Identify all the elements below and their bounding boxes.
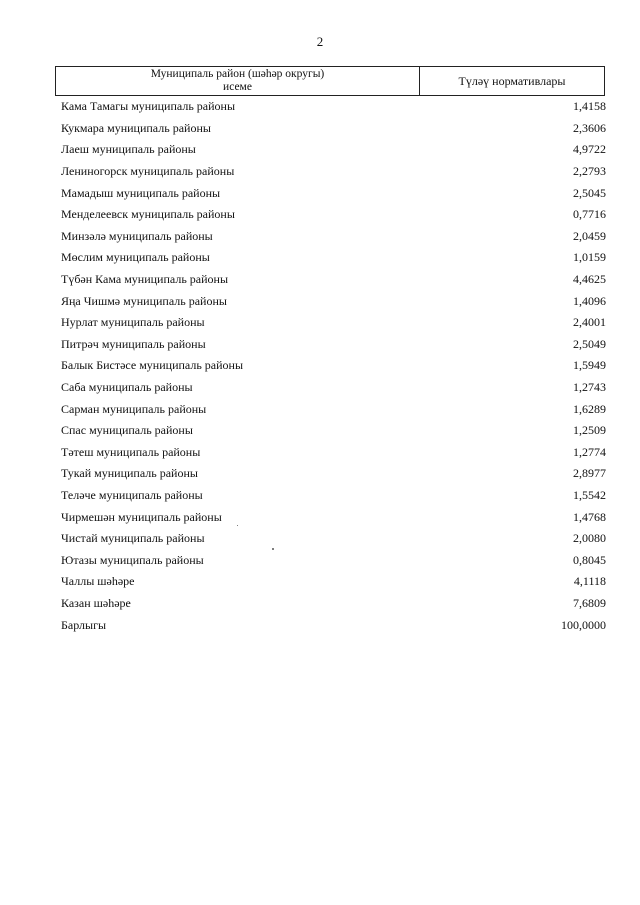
table-row <box>61 247 606 269</box>
norm-value: 1,5542 <box>573 487 606 502</box>
table-row <box>61 420 606 442</box>
district-name: Минзәлә муниципаль районы <box>61 228 213 243</box>
table-row <box>61 334 606 356</box>
norm-value: 1,2743 <box>573 380 606 395</box>
table-row <box>61 485 606 507</box>
table-row <box>61 118 606 140</box>
table-row <box>61 571 606 593</box>
norm-value: 1,0159 <box>573 250 606 265</box>
district-name: Барлыгы <box>61 617 107 632</box>
norm-value: 1,6289 <box>573 401 606 416</box>
table-row <box>61 549 606 571</box>
table-row <box>61 528 606 550</box>
norm-value: 1,4768 <box>573 509 606 524</box>
norm-value: 0,8045 <box>573 552 606 567</box>
district-name: Теләче муниципаль районы <box>61 487 203 502</box>
table-row <box>61 614 606 636</box>
norm-value: 4,4625 <box>573 272 606 287</box>
table-row <box>61 312 606 334</box>
header-norms-column <box>420 67 604 95</box>
district-name: Сарман муниципаль районы <box>61 401 207 416</box>
district-name: Чаллы шәһәре <box>61 574 135 589</box>
district-name: Менделеевск муниципаль районы <box>61 207 235 222</box>
norm-value: 2,2793 <box>573 164 606 179</box>
district-name: Мамадыш муниципаль районы <box>61 185 221 200</box>
table-header <box>55 66 605 96</box>
norm-value: 1,4096 <box>573 293 606 308</box>
header-district-label-line2: исеме <box>223 81 252 93</box>
district-name: Кукмара муниципаль районы <box>61 120 211 135</box>
table-row <box>61 161 606 183</box>
district-name: Ютазы муниципаль районы <box>61 552 204 567</box>
norm-value: 0,7716 <box>573 207 606 222</box>
table-row <box>61 355 606 377</box>
norm-value: 100,0000 <box>561 617 606 632</box>
district-name: Нурлат муниципаль районы <box>61 315 205 330</box>
norm-value: 2,5045 <box>573 185 606 200</box>
district-name: Тәтеш муниципаль районы <box>61 444 201 459</box>
scan-speck <box>272 548 274 550</box>
header-norms-label: Түләү нормативлары <box>458 73 566 88</box>
norm-value: 4,1118 <box>573 574 606 589</box>
district-name: Яңа Чишмә муниципаль районы <box>61 293 227 308</box>
norm-value: 2,8977 <box>573 466 606 481</box>
table-row <box>61 139 606 161</box>
table-row <box>61 463 606 485</box>
norm-value: 1,2509 <box>573 423 606 438</box>
header-district-label-line1: Муниципаль район (шәһәр округы) <box>150 68 325 80</box>
page-number: 2 <box>316 34 324 49</box>
district-name: Чирмешән муниципаль районы <box>61 509 222 524</box>
district-name: Лаеш муниципаль районы <box>61 142 196 157</box>
district-name: Чистай муниципаль районы <box>61 531 205 546</box>
table-row <box>61 182 606 204</box>
district-name: Түбән Кама муниципаль районы <box>61 272 229 287</box>
district-name: Балык Бистәсе муниципаль районы <box>61 358 244 373</box>
table-row <box>61 204 606 226</box>
district-name: Мөслим муниципаль районы <box>61 250 210 265</box>
norm-value: 7,6809 <box>573 595 606 610</box>
table-row <box>61 442 606 464</box>
norm-value: 2,5049 <box>573 336 606 351</box>
district-name: Питрәч муниципаль районы <box>61 336 206 351</box>
table-row <box>61 377 606 399</box>
table-row <box>61 269 606 291</box>
district-name: Спас муниципаль районы <box>61 423 193 438</box>
district-name: Саба муниципаль районы <box>61 380 193 395</box>
table-row <box>61 398 606 420</box>
norm-value: 1,2774 <box>573 444 606 459</box>
table-row <box>61 226 606 248</box>
norm-value: 4,9722 <box>573 142 606 157</box>
norm-value: 1,5949 <box>573 358 606 373</box>
norm-value: 1,4158 <box>573 99 606 114</box>
table-body <box>61 96 606 636</box>
norm-value: 2,0080 <box>573 531 606 546</box>
scan-speck <box>237 525 238 526</box>
norm-value: 2,4001 <box>573 315 606 330</box>
district-name: Тукай муниципаль районы <box>61 466 198 481</box>
district-name: Казан шәһәре <box>61 595 131 610</box>
table-row <box>61 593 606 615</box>
table-row <box>61 290 606 312</box>
table-row <box>61 96 606 118</box>
header-district-column <box>56 67 420 95</box>
norm-value: 2,3606 <box>573 120 606 135</box>
norm-value: 2,0459 <box>573 228 606 243</box>
district-name: Лениногорск муниципаль районы <box>61 164 235 179</box>
table-row <box>61 506 606 528</box>
district-name: Кама Тамагы муниципаль районы <box>61 99 236 114</box>
